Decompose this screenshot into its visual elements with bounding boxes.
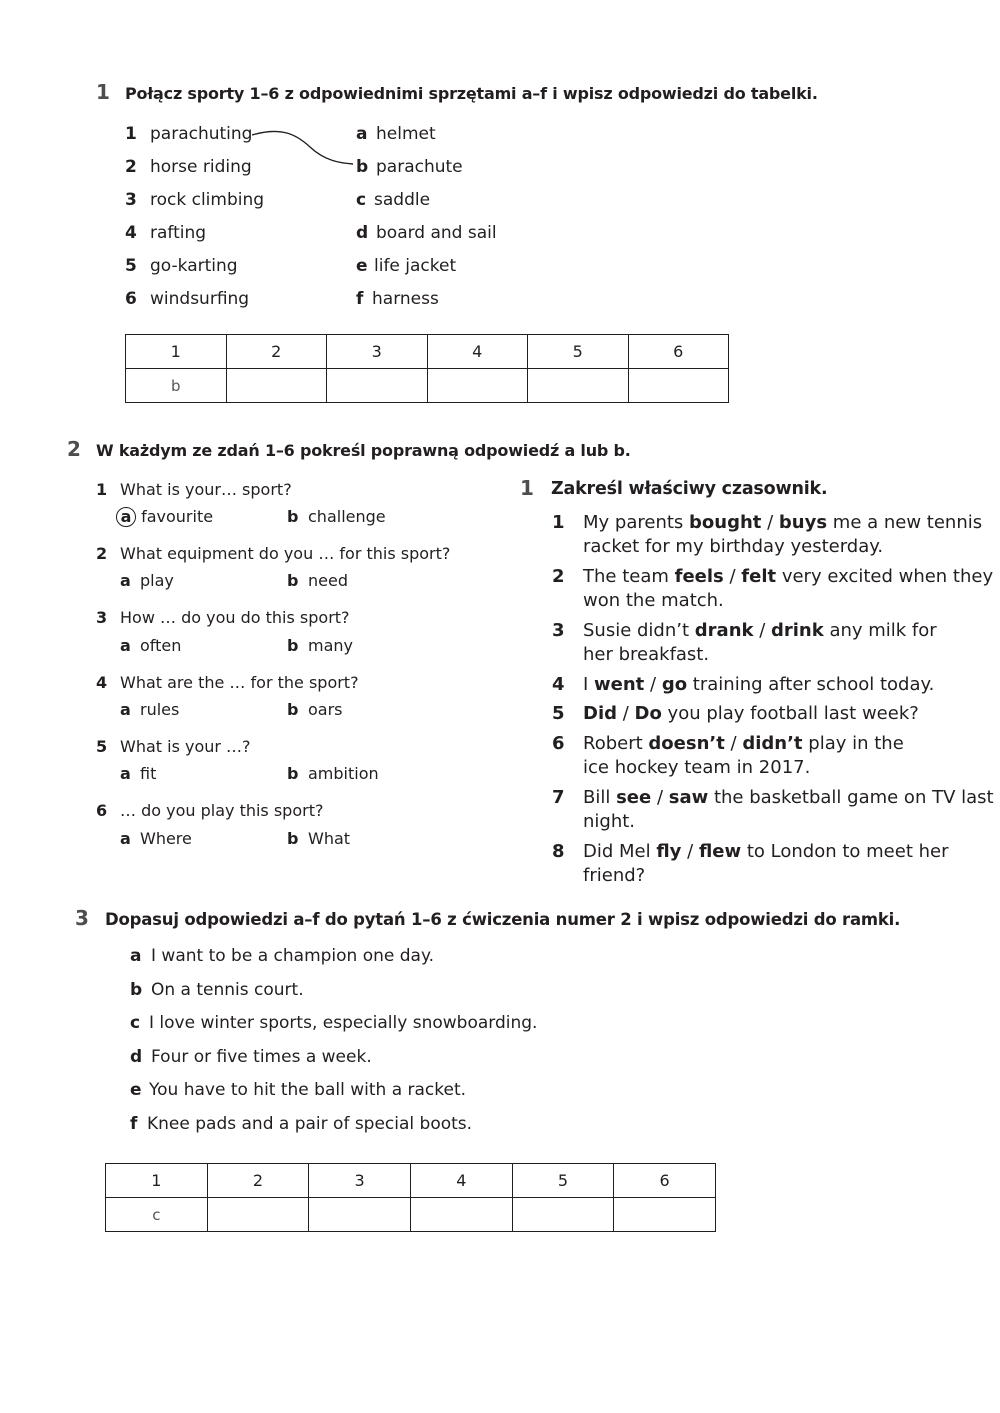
sport-item: 1 parachuting	[125, 124, 253, 144]
table-header-cell: 4	[427, 335, 528, 369]
option-b[interactable]: b challenge	[287, 507, 386, 526]
exercise-1-answer-table	[125, 334, 729, 403]
option-a[interactable]: a play	[120, 571, 174, 590]
verb-item: 2 The team feels / felt very excited when they won the match.	[552, 566, 994, 611]
verb-item: 1 My parents bought / buys me a new tennis racket for my birthday yesterday.	[552, 512, 983, 557]
answer-cell[interactable]	[226, 369, 327, 403]
exercise-3-instruction: Dopasuj odpowiedzi a–f do pytań 1–6 z ćwiczenia numer 2 i wpisz odpowiedzi do ramki.	[105, 910, 901, 929]
table-header-cell: 5	[512, 1164, 614, 1198]
table-answer-row	[106, 1198, 716, 1232]
answer-cell[interactable]: b	[126, 369, 227, 403]
exercise-2-instruction: W każdym ze zdań 1–6 pokreśl poprawną odpowiedź a lub b.	[96, 441, 631, 460]
equipment-item: b parachute	[356, 157, 463, 177]
table-header-cell: 2	[226, 335, 327, 369]
answer-item: b On a tennis court.	[130, 980, 304, 1000]
verb-item: 5 Did / Do you play football last week?	[552, 703, 919, 724]
right-exercise-number: 1	[520, 476, 534, 500]
table-header-cell: 6	[628, 335, 729, 369]
table-header-cell: 1	[106, 1164, 208, 1198]
circle-mark-icon: a	[116, 507, 136, 527]
verb-option[interactable]: flew	[698, 841, 742, 862]
exercise-1-number: 1	[96, 80, 110, 104]
verb-option[interactable]: drink	[771, 620, 824, 641]
option-b[interactable]: b need	[287, 571, 348, 590]
verb-option[interactable]: didn’t	[742, 733, 803, 754]
option-b[interactable]: b What	[287, 829, 351, 848]
sport-item: 3 rock climbing	[125, 190, 265, 210]
verb-option[interactable]: Did	[583, 703, 617, 724]
answer-cell[interactable]	[410, 1198, 512, 1232]
option-b[interactable]: b oars	[287, 700, 343, 719]
question-item: 4 What are the … for the sport?	[96, 673, 359, 692]
table-header-cell: 2	[207, 1164, 309, 1198]
exercise-1-instruction: Połącz sporty 1–6 z odpowiednimi sprzętami a–f i wpisz odpowiedzi do tabelki.	[125, 84, 818, 103]
verb-option[interactable]: go	[661, 674, 688, 695]
question-item: 1 What is your… sport?	[96, 480, 292, 499]
option-a[interactable]: a favourite	[116, 507, 213, 527]
answer-item: f Knee pads and a pair of special boots.	[130, 1114, 473, 1134]
verb-item: 8 Did Mel fly / flew to London to meet her friend?	[552, 841, 949, 886]
right-exercise-instruction: Zakreśl właściwy czasownik.	[551, 479, 828, 499]
answer-item: e You have to hit the ball with a racket.	[130, 1080, 467, 1100]
verb-item: 4 I went / go training after school today.	[552, 674, 935, 695]
verb-option[interactable]: felt	[741, 566, 777, 587]
verb-option[interactable]: went	[594, 674, 645, 695]
table-header-row	[126, 335, 729, 369]
example-connector-line	[250, 125, 360, 170]
answer-cell[interactable]	[614, 1198, 716, 1232]
table-header-row	[106, 1164, 716, 1198]
sport-item: 4 rafting	[125, 223, 207, 243]
table-header-cell: 4	[410, 1164, 512, 1198]
option-a[interactable]: a Where	[120, 829, 192, 848]
answer-cell[interactable]	[528, 369, 629, 403]
answer-cell[interactable]	[628, 369, 729, 403]
option-a[interactable]: a fit	[120, 764, 157, 783]
question-item: 6 … do you play this sport?	[96, 801, 324, 820]
table-header-cell: 3	[327, 335, 428, 369]
verb-option[interactable]: fly	[656, 841, 682, 862]
verb-item: 7 Bill see / saw the basketball game on TV last night.	[552, 787, 994, 832]
question-item: 5 What is your …?	[96, 737, 251, 756]
sport-item: 6 windsurfing	[125, 289, 250, 309]
verb-option[interactable]: feels	[674, 566, 724, 587]
sport-item: 2 horse riding	[125, 157, 252, 177]
equipment-item: e life jacket	[356, 256, 457, 276]
verb-item: 3 Susie didn’t drank / drink any milk for her breakfast.	[552, 620, 937, 665]
answer-cell[interactable]	[327, 369, 428, 403]
option-a[interactable]: a rules	[120, 700, 180, 719]
equipment-item: c saddle	[356, 190, 431, 210]
answer-cell[interactable]	[427, 369, 528, 403]
verb-item: 6 Robert doesn’t / didn’t play in the ice hockey team in 2017.	[552, 733, 904, 778]
answer-cell[interactable]	[309, 1198, 411, 1232]
answer-cell[interactable]	[512, 1198, 614, 1232]
table-header-cell: 1	[126, 335, 227, 369]
verb-option[interactable]: buys	[778, 512, 828, 533]
table-header-cell: 3	[309, 1164, 411, 1198]
equipment-item: f harness	[356, 289, 439, 309]
exercise-3-answer-table	[105, 1163, 716, 1232]
verb-option[interactable]: saw	[668, 787, 709, 808]
option-a[interactable]: a often	[120, 636, 182, 655]
verb-option[interactable]: doesn’t	[648, 733, 725, 754]
table-header-cell: 6	[614, 1164, 716, 1198]
verb-option[interactable]: Do	[634, 703, 662, 724]
exercise-2-number: 2	[67, 437, 81, 461]
answer-item: c I love winter sports, especially snowboarding.	[130, 1013, 538, 1033]
option-b[interactable]: b ambition	[287, 764, 379, 783]
question-item: 2 What equipment do you … for this sport?	[96, 544, 451, 563]
table-header-cell: 5	[528, 335, 629, 369]
answer-item: d Four or five times a week.	[130, 1047, 372, 1067]
option-b[interactable]: b many	[287, 636, 353, 655]
sport-item: 5 go-karting	[125, 256, 238, 276]
answer-item: a I want to be a champion one day.	[130, 946, 435, 966]
question-item: 3 How … do you do this sport?	[96, 608, 350, 627]
verb-option[interactable]: see	[616, 787, 652, 808]
equipment-item: a helmet	[356, 124, 436, 144]
answer-cell[interactable]: c	[106, 1198, 208, 1232]
verb-option[interactable]: bought	[689, 512, 762, 533]
table-answer-row	[126, 369, 729, 403]
equipment-item: d board and sail	[356, 223, 497, 243]
verb-option[interactable]: drank	[694, 620, 754, 641]
exercise-3-number: 3	[75, 906, 89, 930]
answer-cell[interactable]	[207, 1198, 309, 1232]
